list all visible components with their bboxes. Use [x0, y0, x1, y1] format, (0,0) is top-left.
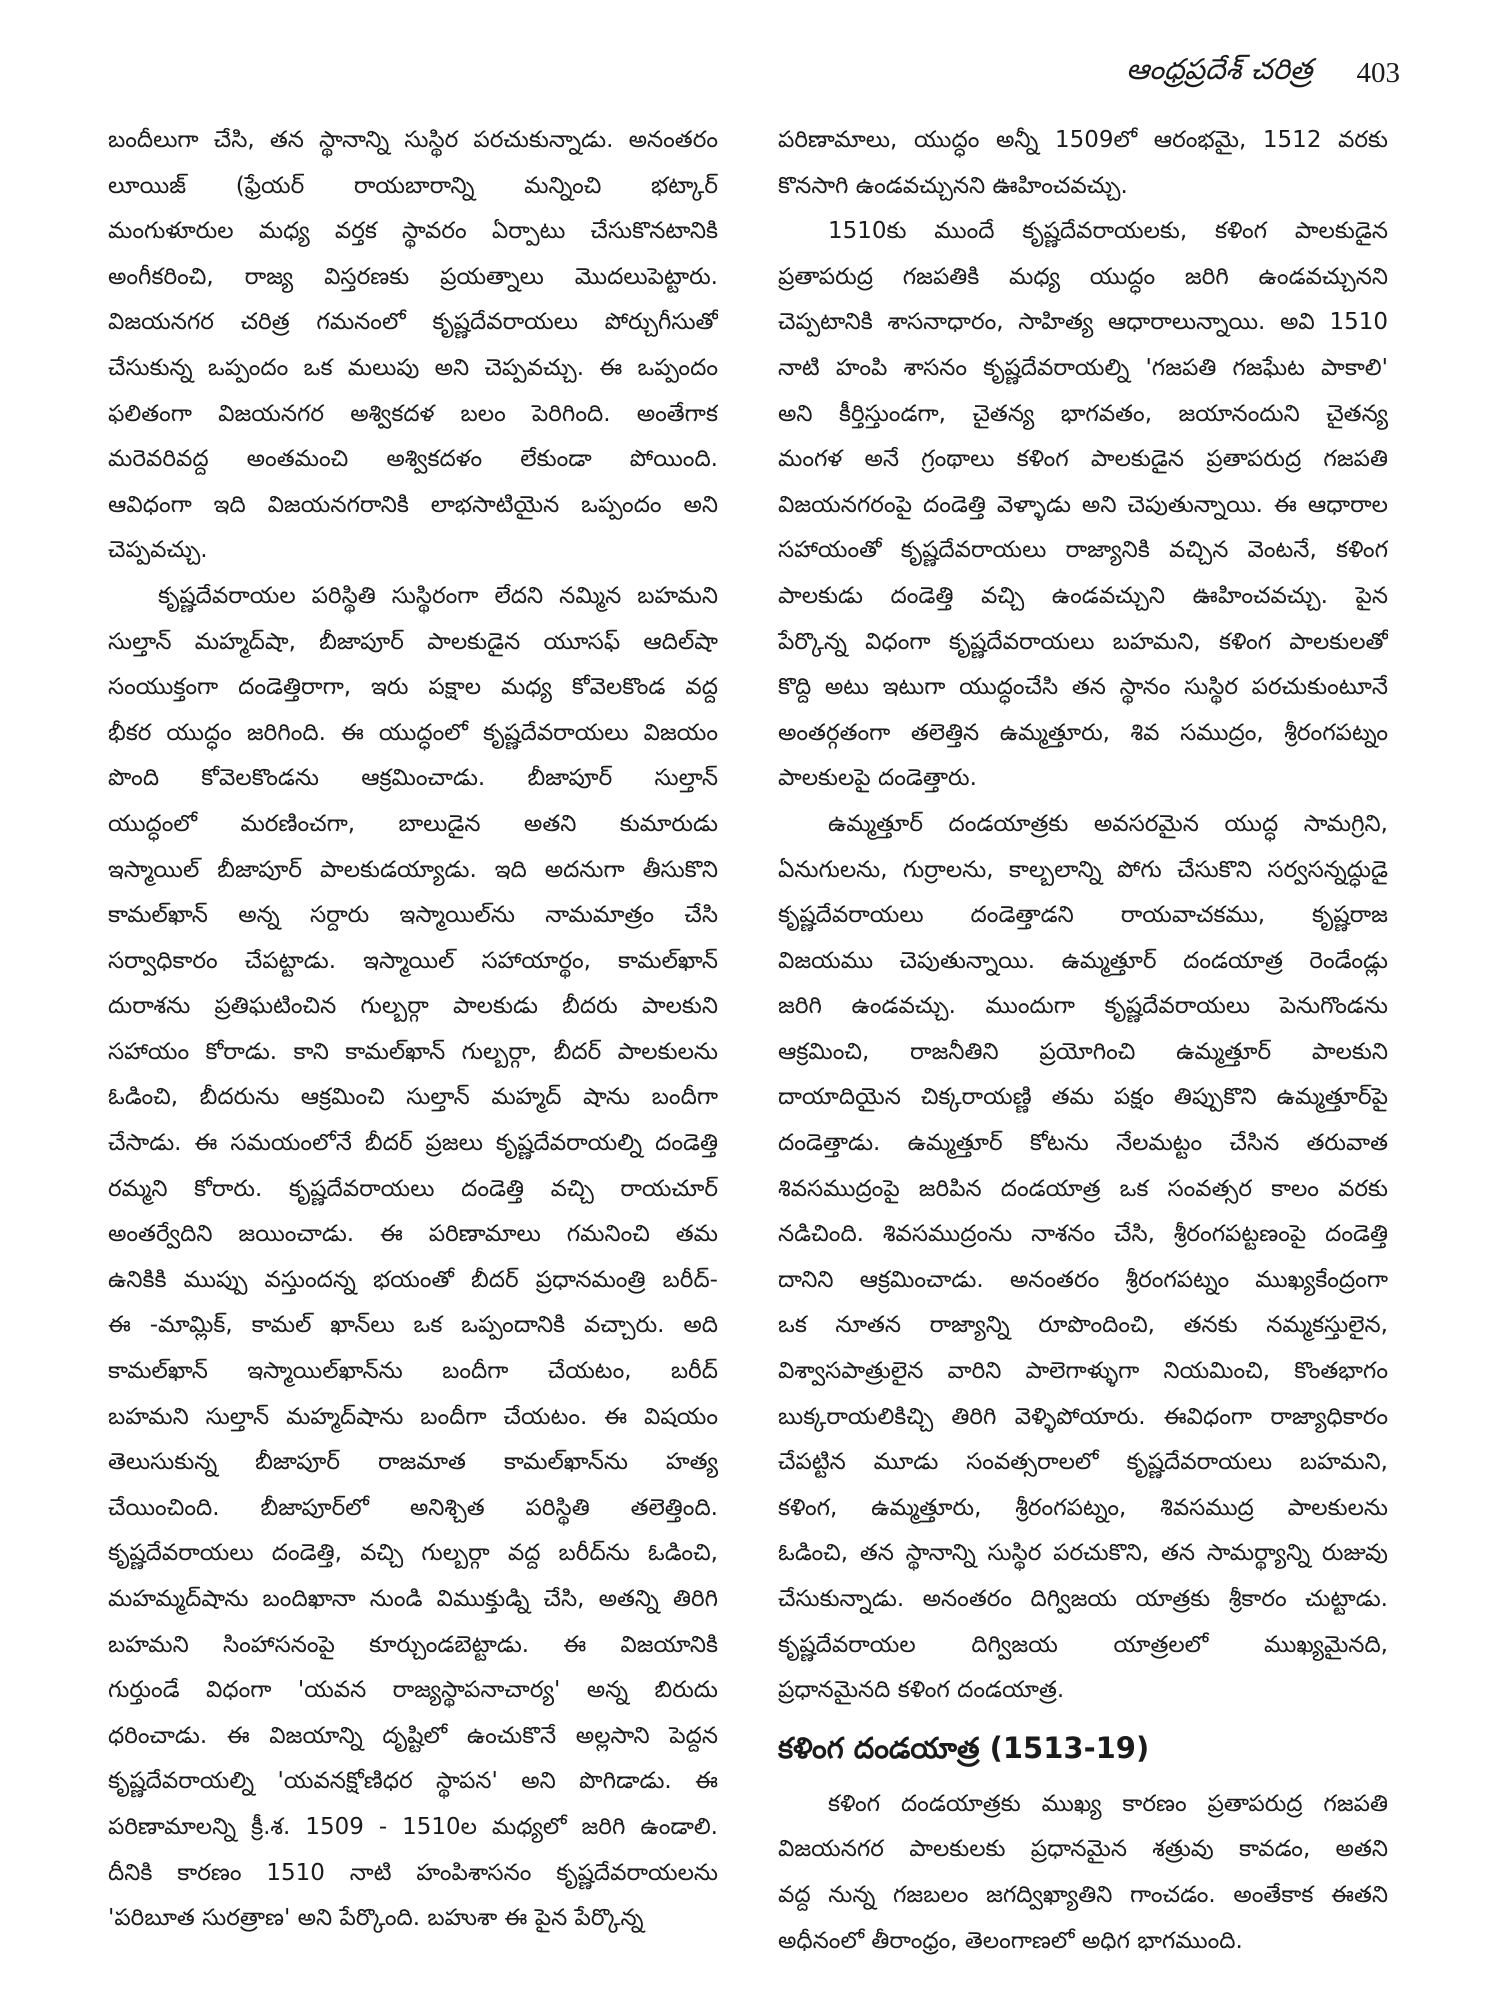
text-line: గుర్తుండే విధంగా 'యవన రాజ్యస్థాపనాచార్య' అన్న బిరుదు — [108, 1677, 718, 1704]
page-header — [1060, 48, 1400, 98]
text-line: ఉమ్మత్తూర్ దండయాత్రకు అవసరమైన యుద్ధ సామగ్రిని, — [828, 810, 1388, 837]
text-line: 'పరిబూత సురత్రాణ' అని పేర్కొంది. బహుశా ఈ పైన పేర్కొన్న — [108, 1905, 644, 1932]
running-title: ఆంధ్రప్రదేశ్ చరిత్ర — [1126, 52, 1313, 86]
text-line: ఒక నూతన రాజ్యాన్ని రూపొందించి, తనకు నమ్మకస్తులైన, — [778, 1312, 1388, 1339]
text-line: మంగుళూరుల మధ్య వర్తక స్థావరం ఏర్పాటు చేసుకొనటానికి — [108, 218, 718, 245]
text-line: విజయనగర పాలకులకు ప్రధానమైన శత్రువు కావడం, అతని — [778, 1836, 1388, 1863]
text-line: ఆవిధంగా ఇది విజయనగరానికి లాభసాటియైన ఒప్పందం అని — [108, 491, 718, 518]
text-line: బుక్కరాయలికిచ్చి తిరిగి వెళ్ళిపోయారు. ఈవిధంగా రాజ్యాధికారం — [778, 1403, 1388, 1430]
paragraph — [778, 118, 1388, 209]
text-line: కళింగ, ఉమ్మత్తూరు, శ్రీరంగపట్నం, శివసముద్ర పాలకులను — [778, 1494, 1388, 1521]
text-line: పొంది కోవెలకొండను ఆక్రమించాడు. బీజాపూర్ సుల్తాన్ — [108, 765, 718, 792]
text-line: పరిణామాలు, యుద్ధం అన్నీ 1509లో ఆరంభమై, 1512 వరకు — [778, 127, 1388, 153]
text-line: చేసుకున్న ఒప్పందం ఒక మలుపు అని చెప్పవచ్చు. ఈ ఒప్పందం — [108, 354, 718, 381]
text-line: కృష్ణదేవరాయల దిగ్విజయ యాత్రలలో ముఖ్యమైనది, — [778, 1631, 1388, 1658]
text-line: వద్ద నున్న గజబలం జగద్విఖ్యాతిని గాంచడం. అంతేకాక ఈతని — [778, 1881, 1388, 1908]
text-line: సంయుక్తంగా దండెత్తిరాగా, ఇరు పక్షాల మధ్య కోవెలకొండ వద్ద — [108, 674, 718, 701]
text-line: చేసుకున్నాడు. అనంతరం దిగ్విజయ యాత్రకు శ్రీకారం చుట్టాడు. — [778, 1586, 1388, 1612]
text-line: కృష్ణదేవరాయల్ని 'యవనక్షోణిధర స్థాపన' అని పొగిడాడు. ఈ — [108, 1768, 718, 1795]
text-line: బందీలుగా చేసి, తన స్థానాన్ని సుస్థిర పరచుకున్నాడు. అనంతరం — [108, 127, 718, 153]
text-line: చేయించింది. బీజాపూర్‌లో అనిశ్చిత పరిస్థితి తలెత్తింది. — [108, 1494, 718, 1521]
text-line: ఆక్రమించి, రాజనీతిని ప్రయోగించి ఉమ్మత్తూర్ పాలకుని — [778, 1038, 1388, 1065]
text-line: కొనసాగి ఉండవచ్చునని ఊహించవచ్చు. — [778, 172, 1128, 199]
text-line: కృష్ణదేవరాయలు దండెత్తి, వచ్చి గుల్బర్గా వద్ద బరీద్‌ను ఓడించి, — [108, 1540, 718, 1567]
text-line: ఈ -మామ్లిక్, కామల్ ఖాన్‌లు ఒక ఒప్పందానికి వచ్చారు. అది — [108, 1312, 718, 1339]
text-line: విజయము చెపుతున్నాయి. ఉమ్మత్తూర్ దండయాత్ర రెండేండ్లు — [778, 947, 1388, 974]
text-line: పేర్కొన్న విధంగా కృష్ణదేవరాయలు బహమని, కళింగ పాలకులతో — [778, 628, 1388, 655]
text-line: చెప్పవచ్చు. — [108, 537, 208, 564]
text-line: నడిచింది. శివసముద్రంను నాశనం చేసి, శ్రీరంగపట్టణంపై దండెత్తి — [778, 1221, 1388, 1248]
text-line: పరిణామాలన్ని క్రీ.శ. 1509 - 1510ల మధ్యలో జరిగి ఉండాలి. — [108, 1813, 718, 1840]
text-line: చేపట్టిన మూడు సంవత్సరాలలో కృష్ణదేవరాయలు బహమని, — [778, 1449, 1388, 1476]
text-line: సహాయంతో కృష్ణదేవరాయలు రాజ్యానికి వచ్చిన వెంటనే, కళింగ — [778, 537, 1388, 564]
page-number: 403 — [1356, 56, 1400, 89]
paragraph — [778, 1782, 1388, 1964]
text-line: ఏనుగులను, గుర్రాలను, కాల్బలాన్ని పోగు చేసుకొని సర్వసన్నద్ధుడై — [778, 856, 1388, 883]
text-line: కృష్ణదేవరాయలు దండెత్తాడని రాయవాచకము, కృష్ణరాజ — [778, 902, 1388, 929]
text-line: ఇస్మాయిల్ బీజాపూర్ పాలకుడయ్యాడు. ఇది అదనుగా తీసుకొని — [108, 856, 718, 883]
text-line: పాలకులపై దండెత్తారు. — [778, 765, 977, 792]
section-heading: కళింగ దండయాత్ర (1513-19) — [778, 1730, 1150, 1765]
text-line: ఓడించి, బీదరును ఆక్రమించి సుల్తాన్ మహ్మద్ షాను బందీగా — [108, 1084, 718, 1111]
text-line: అంతర్గతంగా తలెత్తిన ఉమ్మత్తూరు, శివ సముద్రం, శ్రీరంగపట్నం — [778, 719, 1388, 746]
text-line: ఫలితంగా విజయనగర అశ్వికదళ బలం పెరిగింది. అంతేగాక — [108, 400, 718, 427]
text-line: రమ్మని కోరారు. కృష్ణదేవరాయలు దండెత్తి వచ్చి రాయచూర్ — [108, 1175, 718, 1202]
text-line: సర్వాధికారం చేపట్టాడు. ఇస్మాయిల్ సహాయార్థం, కామల్‌ఖాన్ — [108, 947, 718, 974]
text-line: ధరించాడు. ఈ విజయాన్ని దృష్టిలో ఉంచుకొనే అల్లసాని పెద్దన — [108, 1722, 718, 1749]
text-line: 1510కు ముందే కృష్ణదేవరాయలకు, కళింగ పాలకుడైన — [828, 218, 1388, 245]
text-line: దండెత్తాడు. ఉమ్మత్తూర్ కోటను నేలమట్టం చేసిన తరువాత — [778, 1130, 1388, 1157]
text-line: తెలుసుకున్న బీజాపూర్ రాజమాత కామల్‌ఖాన్‌ను హత్య — [108, 1449, 718, 1476]
text-line: విజయనగరంపై దండెత్తి వెళ్ళాడు అని చెపుతున్నాయి. ఈ ఆధారాల — [778, 491, 1388, 518]
text-line: కొద్ది అటు ఇటుగా యుద్ధంచేసి తన స్థానం సుస్థిర పరచుకుంటూనే — [778, 674, 1388, 701]
text-line: కామల్‌ఖాన్ అన్న సర్దారు ఇస్మాయిల్‌ను నామమాత్రం చేసి — [108, 902, 718, 929]
text-line: మహమ్మద్‌షాను బందిఖానా నుండి విముక్తుడ్ని చేసి, అతన్ని తిరిగి — [108, 1586, 718, 1612]
text-line: చేసాడు. ఈ సమయంలోనే బీదర్ ప్రజలు కృష్ణదేవరాయల్ని దండెత్తి — [108, 1130, 718, 1157]
text-line: విజయనగర చరిత్ర గమనంలో కృష్ణదేవరాయలు పోర్చుగీసుతో — [108, 309, 718, 336]
text-line: అధీనంలో తీరాంధ్రం, తెలంగాణలో అధిగ భాగముంది. — [778, 1927, 1243, 1954]
text-line: కృష్ణదేవరాయల పరిస్థితి సుస్థిరంగా లేదని నమ్మిన బహమని — [158, 582, 718, 609]
text-line: బహమని సుల్తాన్ మహ్మద్‌షాను బందీగా చేయటం. ఈ విషయం — [108, 1403, 718, 1430]
right-column — [778, 118, 1388, 1964]
text-line: లూయిజ్ (ఫ్రేయర్ రాయబారాన్ని మన్నించి భట్కార్ — [108, 172, 718, 199]
text-line: దురాశను ప్రతిఘటించిన గుల్బర్గా పాలకుడు బీదరు పాలకుని — [108, 993, 718, 1020]
text-line: విశ్వాసపాత్రులైన వారిని పాలెగాళ్ళుగా నియమించి, కొంతభాగం — [778, 1358, 1388, 1385]
left-column — [108, 118, 718, 1942]
text-line: పాలకుడు దండెత్తి వచ్చి ఉండవచ్చుని ఊహించవచ్చు. పైన — [778, 582, 1388, 609]
text-line: శివసముద్రంపై జరిపిన దండయాత్ర ఒక సంవత్సర కాలం వరకు — [778, 1175, 1388, 1202]
text-line: ప్రధానమైనది కళింగ దండయాత్ర. — [778, 1677, 1065, 1704]
text-line: నాటి హంపి శాసనం కృష్ణదేవరాయల్ని 'గజపతి గజఘేట పాకాలి' — [778, 354, 1388, 381]
text-line: కళింగ దండయాత్రకు ముఖ్య కారణం ప్రతాపరుద్ర గజపతి — [828, 1790, 1388, 1817]
paragraph — [778, 209, 1388, 802]
text-line: అని కీర్తిస్తుండగా, చైతన్య భాగవతం, జయానందుని చైతన్య — [778, 400, 1388, 427]
text-line: ప్రతాపరుద్ర గజపతికి మధ్య యుద్ధం జరిగి ఉండవచ్చునని — [778, 263, 1388, 290]
text-line: యుద్ధంలో మరణించగా, బాలుడైన అతని కుమారుడు — [108, 810, 718, 837]
paragraph — [108, 574, 718, 1942]
text-line: దీనికి కారణం 1510 నాటి హంపిశాసనం కృష్ణదేవరాయలను — [108, 1859, 718, 1886]
text-line: మంగళ అనే గ్రంథాలు కళింగ పాలకుడైన ప్రతాపరుద్ర గజపతి — [778, 446, 1388, 473]
text-line: మరెవరివద్ద అంతమంచి అశ్వికదళం లేకుండా పోయింది. — [108, 446, 718, 473]
text-line: దానిని ఆక్రమించాడు. అనంతరం శ్రీరంగపట్నం ముఖ్యకేంద్రంగా — [778, 1266, 1388, 1293]
text-line: కామల్‌ఖాన్ ఇస్మాయిల్‌ఖాన్‌ను బందీగా చేయటం, బరీద్ — [108, 1358, 718, 1385]
text-line: బహమని సింహాసనంపై కూర్చుండబెట్టాడు. ఈ విజయానికి — [108, 1631, 718, 1658]
paragraph — [778, 802, 1388, 1714]
text-line: సుల్తాన్ మహ్మద్‌షా, బీజాపూర్ పాలకుడైన యూసఫ్ ఆదిల్‌షా — [108, 628, 718, 655]
text-line: ఓడించి, తన స్థానాన్ని సుస్థిర పరచుకొని, తన సామర్థ్యాన్ని రుజువు — [778, 1540, 1388, 1567]
text-line: ఉనికికి ముప్పు వస్తుందన్న భయంతో బీదర్ ప్రధానమంత్రి బరీద్- — [108, 1266, 718, 1293]
text-line: అంతర్వేదిని జయించాడు. ఈ పరిణామాలు గమనించి తమ — [108, 1221, 718, 1248]
text-line: జరిగి ఉండవచ్చు. ముందుగా కృష్ణదేవరాయలు పెనుగొండను — [778, 993, 1388, 1020]
text-line: చెప్పటానికి శాసనాధారం, సాహిత్య ఆధారాలున్నాయి. అవి 1510 — [778, 309, 1388, 336]
text-line: దాయాదియైన చిక్కరాయణ్ణి తమ పక్షం తిప్పుకొని ఉమ్మత్తూర్‌పై — [778, 1084, 1388, 1111]
text-line: సహాయం కోరాడు. కాని కామల్‌ఖాన్ గుల్బర్గా, బీదర్ పాలకులను — [108, 1038, 718, 1065]
paragraph — [108, 118, 718, 574]
text-line: అంగీకరించి, రాజ్య విస్తరణకు ప్రయత్నాలు మొదలుపెట్టారు. — [108, 263, 718, 290]
text-line: భీకర యుద్ధం జరిగింది. ఈ యుద్ధంలో కృష్ణదేవరాయలు విజయం — [108, 719, 718, 746]
